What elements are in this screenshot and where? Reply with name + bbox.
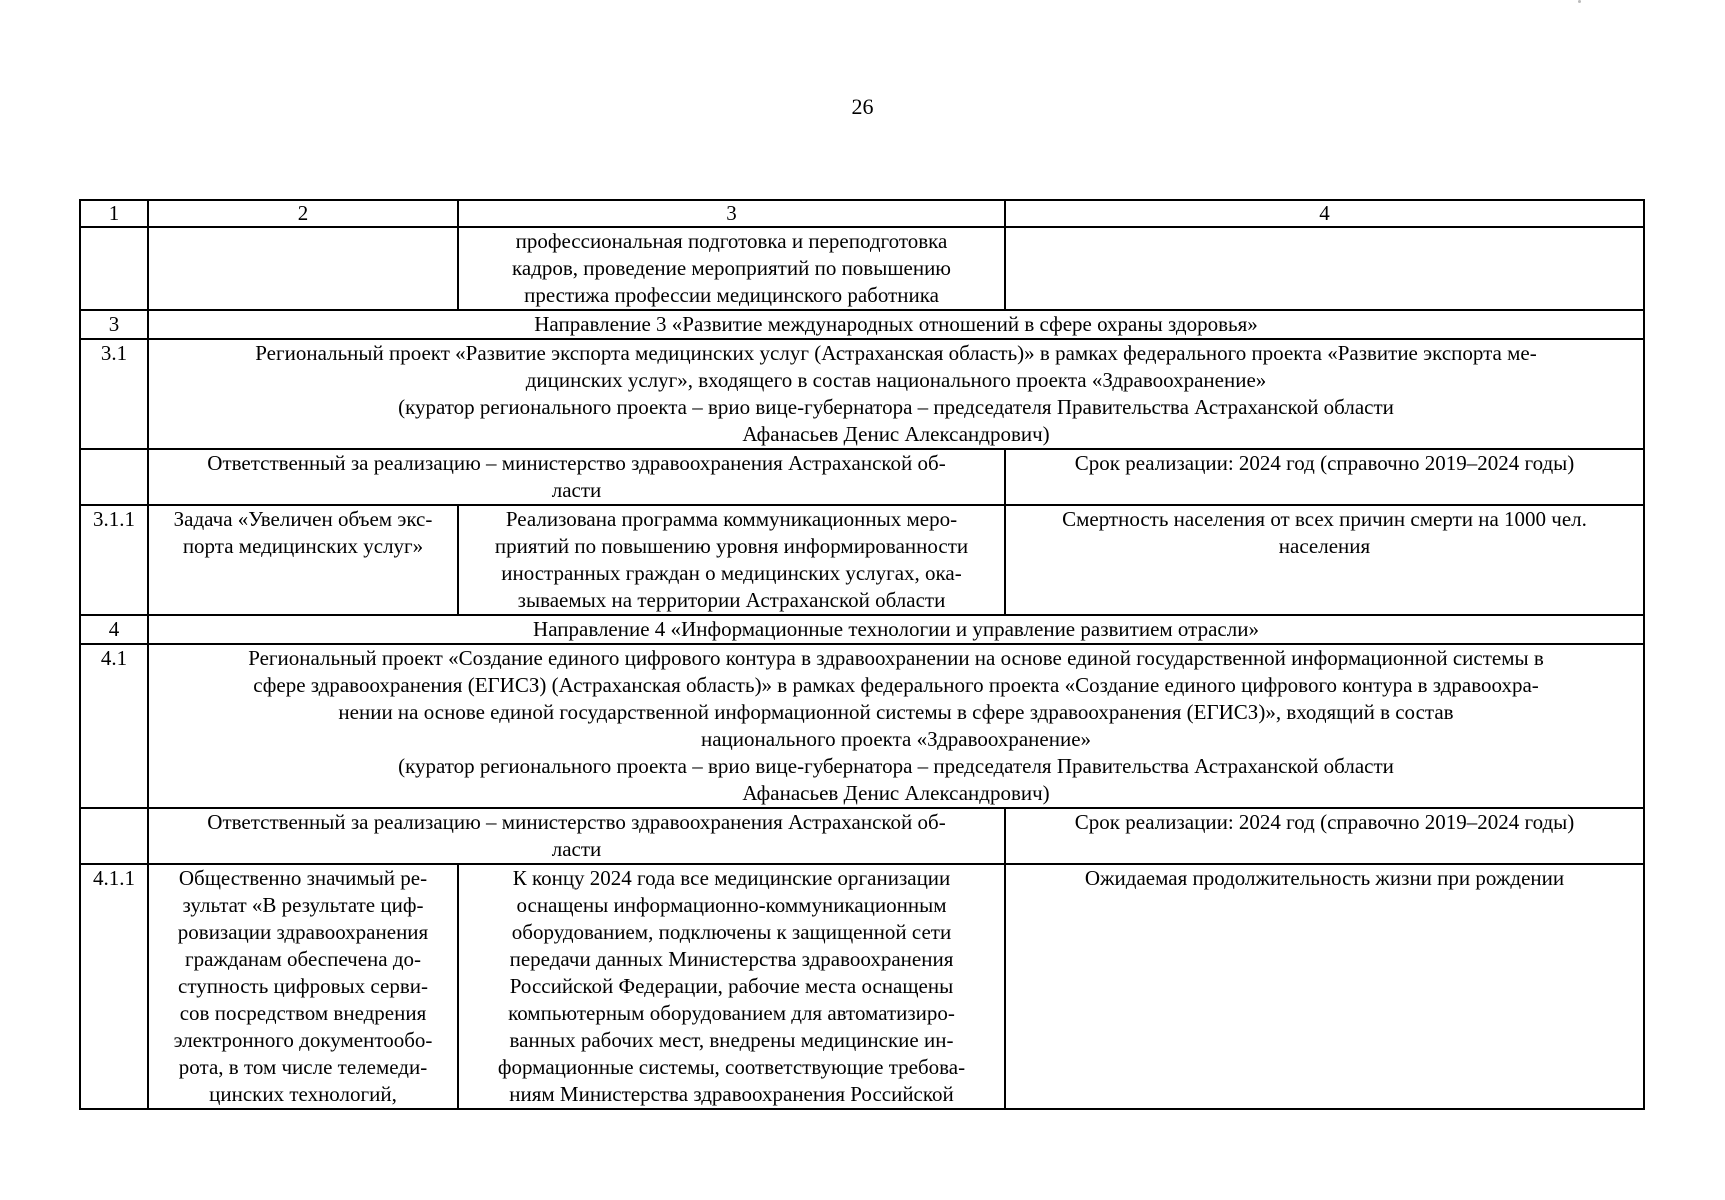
term-text: Срок реализации: 2024 год (справочно 2019–2024 годы) [1005,808,1644,864]
text-line: К концу 2024 года все медицинские организации [512,866,951,890]
project-number: 4.1 [80,644,148,808]
cell-col2 [148,227,458,310]
responsible-text [148,808,1005,864]
text-line: Региональный проект «Развитие экспорта медицинских услуг (Астраханская область)» в рамках федерального проекта «Развитие экспорта ме- [255,341,1537,365]
responsible-row-4-1 [80,808,1644,864]
text-line: передачи данных Министерства здравоохранения [509,947,954,971]
table-row-continuation [80,227,1644,310]
text-line: нении на основе единой государственной информационной системы в сфере здравоохранения (ЕГИСЗ)», входящий в состав [338,700,1454,724]
table-header-row [80,200,1644,227]
text-line: Общественно значимый ре- [178,866,428,890]
direction-number: 3 [80,310,148,339]
task-result [458,864,1005,1109]
text-line: гражданам обеспечена до- [184,947,422,971]
project-row-4-1 [80,644,1644,808]
text-line: Российской Федерации, рабочие места оснащены [509,974,954,998]
header-col-1: 1 [80,200,148,227]
text-line: профессиональная подготовка и переподготовка [515,229,948,253]
text-line: ванных рабочих мест, внедрены медицинские ин- [509,1028,954,1052]
page-number: 26 [851,94,874,119]
text-line: порта медицинских услуг» [182,534,424,558]
text-line: зываемых на территории Астраханской области [517,588,946,612]
task-number: 4.1.1 [80,864,148,1109]
text-line: иностранных граждан о медицинских услугах, ока- [501,561,962,585]
header-col-3: 3 [458,200,1005,227]
direction-number: 4 [80,615,148,644]
text-line: ласти [551,837,602,861]
task-row-3-1-1 [80,505,1644,615]
text-line: приятий по повышению уровня информированности [494,534,969,558]
text-line: ниям Министерства здравоохранения Российской [509,1082,954,1106]
text-line: национального проекта «Здравоохранение» [700,727,1092,751]
task-title [148,505,458,615]
project-description [148,644,1644,808]
task-number: 3.1.1 [80,505,148,615]
task-indicator [1005,864,1644,1109]
text-line: Ответственный за реализацию – министерство здравоохранения Астраханской об- [207,451,946,475]
text-line: компьютерным оборудованием для автоматизиро- [508,1001,955,1025]
cell-num [80,808,148,864]
direction-row-3 [80,310,1644,339]
cell-num [80,449,148,505]
scan-dot [1578,0,1581,3]
text-line: электронного документообо- [173,1028,433,1052]
task-row-4-1-1 [80,864,1644,1109]
text-line: сов посредством внедрения [179,1001,427,1025]
text-line: ровизации здравоохранения [177,920,429,944]
text-line: кадров, проведение мероприятий по повышению [512,256,951,280]
text-line: престижа профессии медицинского работника [524,283,939,307]
text-line: зультат «В результате циф- [182,893,424,917]
text-line: сфере здравоохранения (ЕГИСЗ) (Астраханская область)» в рамках федерального проекта «Создание единого цифрового контура в здравоохра- [253,673,1539,697]
task-title [148,864,458,1109]
text-line: Афанасьев Денис Александрович) [742,781,1050,805]
text-line: оснащены информационно-коммуникационным [516,893,947,917]
text-line: ласти [551,478,602,502]
text-line: формационные системы, соответствующие требова- [497,1055,966,1079]
responsible-text [148,449,1005,505]
text-line: (куратор регионального проекта – врио вице-губернатора – председателя Правительства Астраханской области [398,754,1394,778]
header-col-2: 2 [148,200,458,227]
text-line: Ответственный за реализацию – министерство здравоохранения Астраханской об- [207,810,946,834]
header-col-4: 4 [1005,200,1644,227]
task-indicator [1005,505,1644,615]
text-line: Региональный проект «Создание единого цифрового контура в здравоохранении на основе единой государственной информационной системы в [248,646,1544,670]
text-line: (куратор регионального проекта – врио вице-губернатора – председателя Правительства Астраханской области [398,395,1394,419]
plan-table [79,199,1645,1110]
cell-col4 [1005,227,1644,310]
text-line: цинских технологий, [209,1082,397,1106]
text-line: дицинских услуг», входящего в состав национального проекта «Здравоохранение» [525,368,1267,392]
text-line: Ожидаемая продолжительность жизни при рождении [1084,866,1565,890]
project-row-3-1 [80,339,1644,449]
term-text: Срок реализации: 2024 год (справочно 2019–2024 годы) [1005,449,1644,505]
cell-col3 [458,227,1005,310]
cell-num [80,227,148,310]
text-line: Афанасьев Денис Александрович) [742,422,1050,446]
text-line: рота, в том числе телемеди- [178,1055,428,1079]
text-line: Реализована программа коммуникационных меро- [505,507,958,531]
task-result [458,505,1005,615]
direction-title: Направление 4 «Информационные технологии и управление развитием отрасли» [148,615,1644,644]
text-line: ступность цифровых серви- [178,974,428,998]
project-description [148,339,1644,449]
text-line: Смертность населения от всех причин смерти на 1000 чел. [1062,507,1587,531]
text-line: оборудованием, подключены к защищенной сети [511,920,952,944]
direction-title: Направление 3 «Развитие международных отношений в сфере охраны здоровья» [148,310,1644,339]
text-line: Задача «Увеличен объем экс- [173,507,433,531]
direction-row-4 [80,615,1644,644]
responsible-row-3-1 [80,449,1644,505]
text-line: населения [1278,534,1371,558]
project-number: 3.1 [80,339,148,449]
